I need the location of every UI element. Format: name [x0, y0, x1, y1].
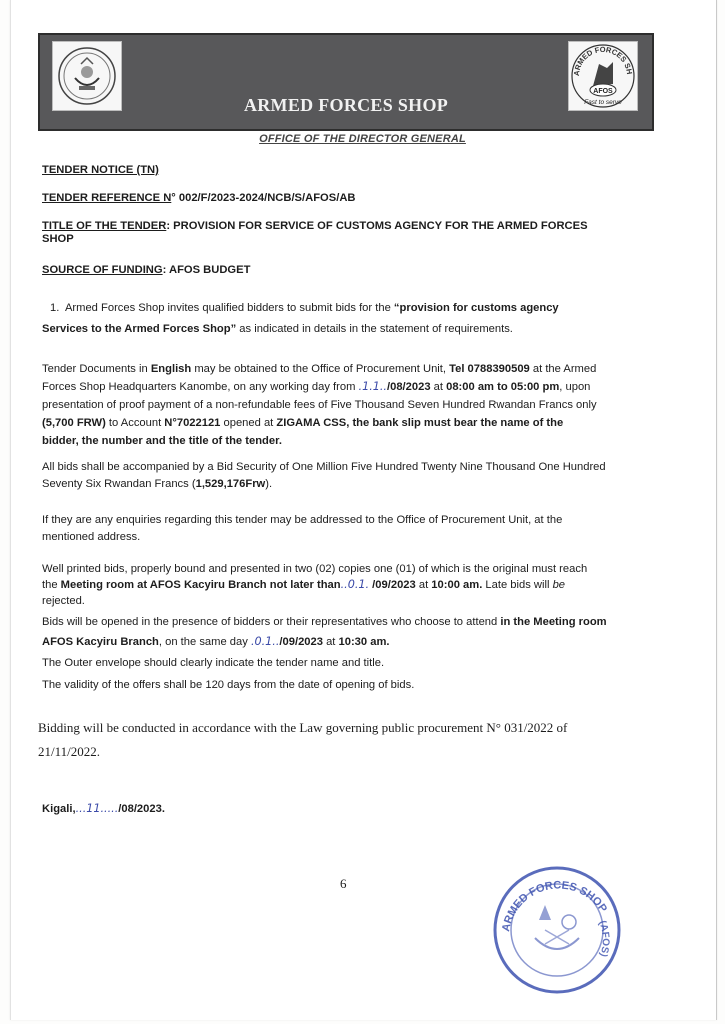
- invitation-text: Armed Forces Shop invites qualified bidders to submit bids for the: [64, 302, 394, 314]
- security-text-3: ).: [265, 478, 273, 490]
- docs-fee: (5,700 FRW): [42, 417, 106, 429]
- tender-title-block: [42, 220, 654, 246]
- paragraph-envelope: The Outer envelope should clearly indicate the tender name and title.: [42, 657, 385, 669]
- opening-location-1: in the Meeting room: [500, 616, 607, 628]
- docs-text-6: , upon: [559, 381, 591, 393]
- invitation-bold-1: “provision for customs agency: [393, 302, 559, 314]
- svg-text:(AFOS): [596, 919, 611, 958]
- funding-line: [42, 262, 654, 278]
- tender-reference-line: [42, 190, 654, 206]
- opening-text-1: Bids will be opened in the presence of bidders or their representatives who choose to attend: [42, 616, 501, 628]
- afos-logo-motto: Fast to serve: [584, 99, 622, 106]
- submission-time: 10:00 am.: [431, 579, 483, 591]
- opening-date: /09/2023: [279, 636, 323, 648]
- submission-text-2: the: [42, 579, 61, 591]
- page-number: 6: [340, 876, 347, 891]
- opening-text-3: at: [322, 636, 339, 648]
- signature-date: /08/2023.: [118, 803, 165, 815]
- docs-text-3: at the Armed: [529, 363, 597, 375]
- official-stamp: [487, 860, 627, 1000]
- stamp-arc-right-text: (AFOS): [596, 919, 611, 959]
- funding-value: : AFOS BUDGET: [162, 264, 251, 276]
- security-amount: 1,529,176Frw: [195, 478, 266, 490]
- tender-reference-value: 002/F/2023-2024/NCB/S/AFOS/AB: [175, 192, 356, 204]
- afos-logo: [568, 41, 638, 111]
- law-text-2: 21/11/2022.: [38, 744, 100, 759]
- submission-location: Meeting room at AFOS Kacyiru Branch not later than: [60, 579, 341, 591]
- tender-reference-label: TENDER REFERENCE N: [42, 192, 172, 204]
- paragraph-bid-security: [42, 459, 654, 493]
- svg-text:ARMED FORCES SHOP: [500, 879, 609, 932]
- paragraph-opening: [42, 612, 654, 652]
- tender-title-label: TITLE OF THE TENDER: [42, 220, 167, 232]
- docs-text-9: opened at: [220, 417, 277, 429]
- paragraph-invitation: [42, 298, 654, 340]
- letterhead-banner: [38, 33, 654, 131]
- submission-text-4i: be: [552, 579, 566, 591]
- security-text-1: All bids shall be accompanied by a Bid Security of One Million Five Hundred Twenty Nine Thousand One Hundred: [42, 461, 606, 473]
- submission-date: /09/2023: [369, 579, 416, 591]
- docs-text-4: Forces Shop Headquarters Kanombe, on any working day from: [42, 381, 359, 393]
- enquiries-text-1: If they are any enquiries regarding this tender may be addressed to the Office of Procurement Unit, at the: [42, 514, 563, 526]
- funding-label: SOURCE OF FUNDING: [42, 264, 163, 276]
- tender-title-sep: :: [166, 220, 171, 232]
- paragraph-enquiries: [42, 512, 654, 546]
- paragraph-validity: The validity of the offers shall be 120 days from the date of opening of bids.: [42, 679, 415, 691]
- handwritten-day-2: ..0.1.: [340, 578, 370, 591]
- paragraph-tender-documents: [42, 360, 654, 450]
- stamp-arc-top-text: ARMED FORCES SHOP: [500, 879, 610, 933]
- invitation-text-2: as indicated in details in the statement of requirements.: [236, 323, 513, 335]
- security-text-2: Seventy Six Rwandan Francs (: [42, 478, 196, 490]
- invitation-bold-2: Services to the Armed Forces Shop”: [42, 323, 237, 335]
- tender-notice-heading: TENDER NOTICE (TN): [42, 164, 159, 176]
- docs-text-1: Tender Documents in: [42, 363, 151, 375]
- afos-logo-abbr: AFOS: [593, 88, 613, 95]
- afos-logo-arc-text: ARMED FORCES SH: [571, 44, 635, 77]
- docs-hours: 08:00 am to 05:00 pm: [446, 381, 560, 393]
- handwritten-day-4: ...11.....: [75, 802, 119, 815]
- docs-account: N°7022121: [164, 417, 221, 429]
- office-subheading: OFFICE OF THE DIRECTOR GENERAL: [259, 133, 466, 145]
- paragraph-submission: [42, 561, 654, 609]
- place-date-line: [42, 801, 654, 817]
- paragraph-number: 1.: [50, 302, 60, 314]
- tender-title-value: PROVISION FOR SERVICE OF CUSTOMS AGENCY FOR THE ARMED FORCES: [170, 220, 588, 232]
- opening-text-2: , on the same day: [158, 636, 251, 648]
- law-text-1: Bidding will be conducted in accordance with the Law governing public procurement N° 031/2022 of: [38, 720, 568, 735]
- docs-text-8: to Account: [105, 417, 165, 429]
- submission-text-1: Well printed bids, properly bound and presented in two (02) copies one (01) of which is the original must reach: [42, 563, 588, 575]
- handwritten-day-3: .0.1..: [250, 635, 280, 648]
- submission-text-5: rejected.: [42, 595, 85, 607]
- signature-place: Kigali,: [42, 803, 76, 815]
- docs-language: English: [150, 363, 192, 375]
- paragraph-law: [38, 716, 654, 764]
- docs-text-7: presentation of proof payment of a non-refundable fees of Five Thousand Seven Hundred Rwandan Francs only: [42, 399, 597, 411]
- organization-title: ARMED FORCES SHOP: [243, 95, 449, 115]
- docs-text-2: may be obtained to the Office of Procurement Unit,: [191, 363, 450, 375]
- docs-bank-note: ZIGAMA CSS, the bank slip must bear the name of the: [276, 417, 564, 429]
- docs-date: /08/2023: [387, 381, 431, 393]
- docs-bank-note-2: bidder, the number and the title of the tender.: [42, 435, 282, 447]
- submission-text-3: at: [415, 579, 432, 591]
- submission-text-4: Late bids will: [482, 579, 553, 591]
- enquiries-text-2: mentioned address.: [42, 531, 141, 543]
- opening-location-2: AFOS Kacyiru Branch: [42, 636, 159, 648]
- docs-phone: Tel 0788390509: [449, 363, 530, 375]
- handwritten-day-1: .1.1..: [358, 380, 387, 393]
- tender-reference-degree: °: [171, 192, 176, 204]
- tender-title-value-cont: SHOP: [42, 233, 74, 245]
- docs-text-5: at: [430, 381, 447, 393]
- opening-time: 10:30 am.: [338, 636, 390, 648]
